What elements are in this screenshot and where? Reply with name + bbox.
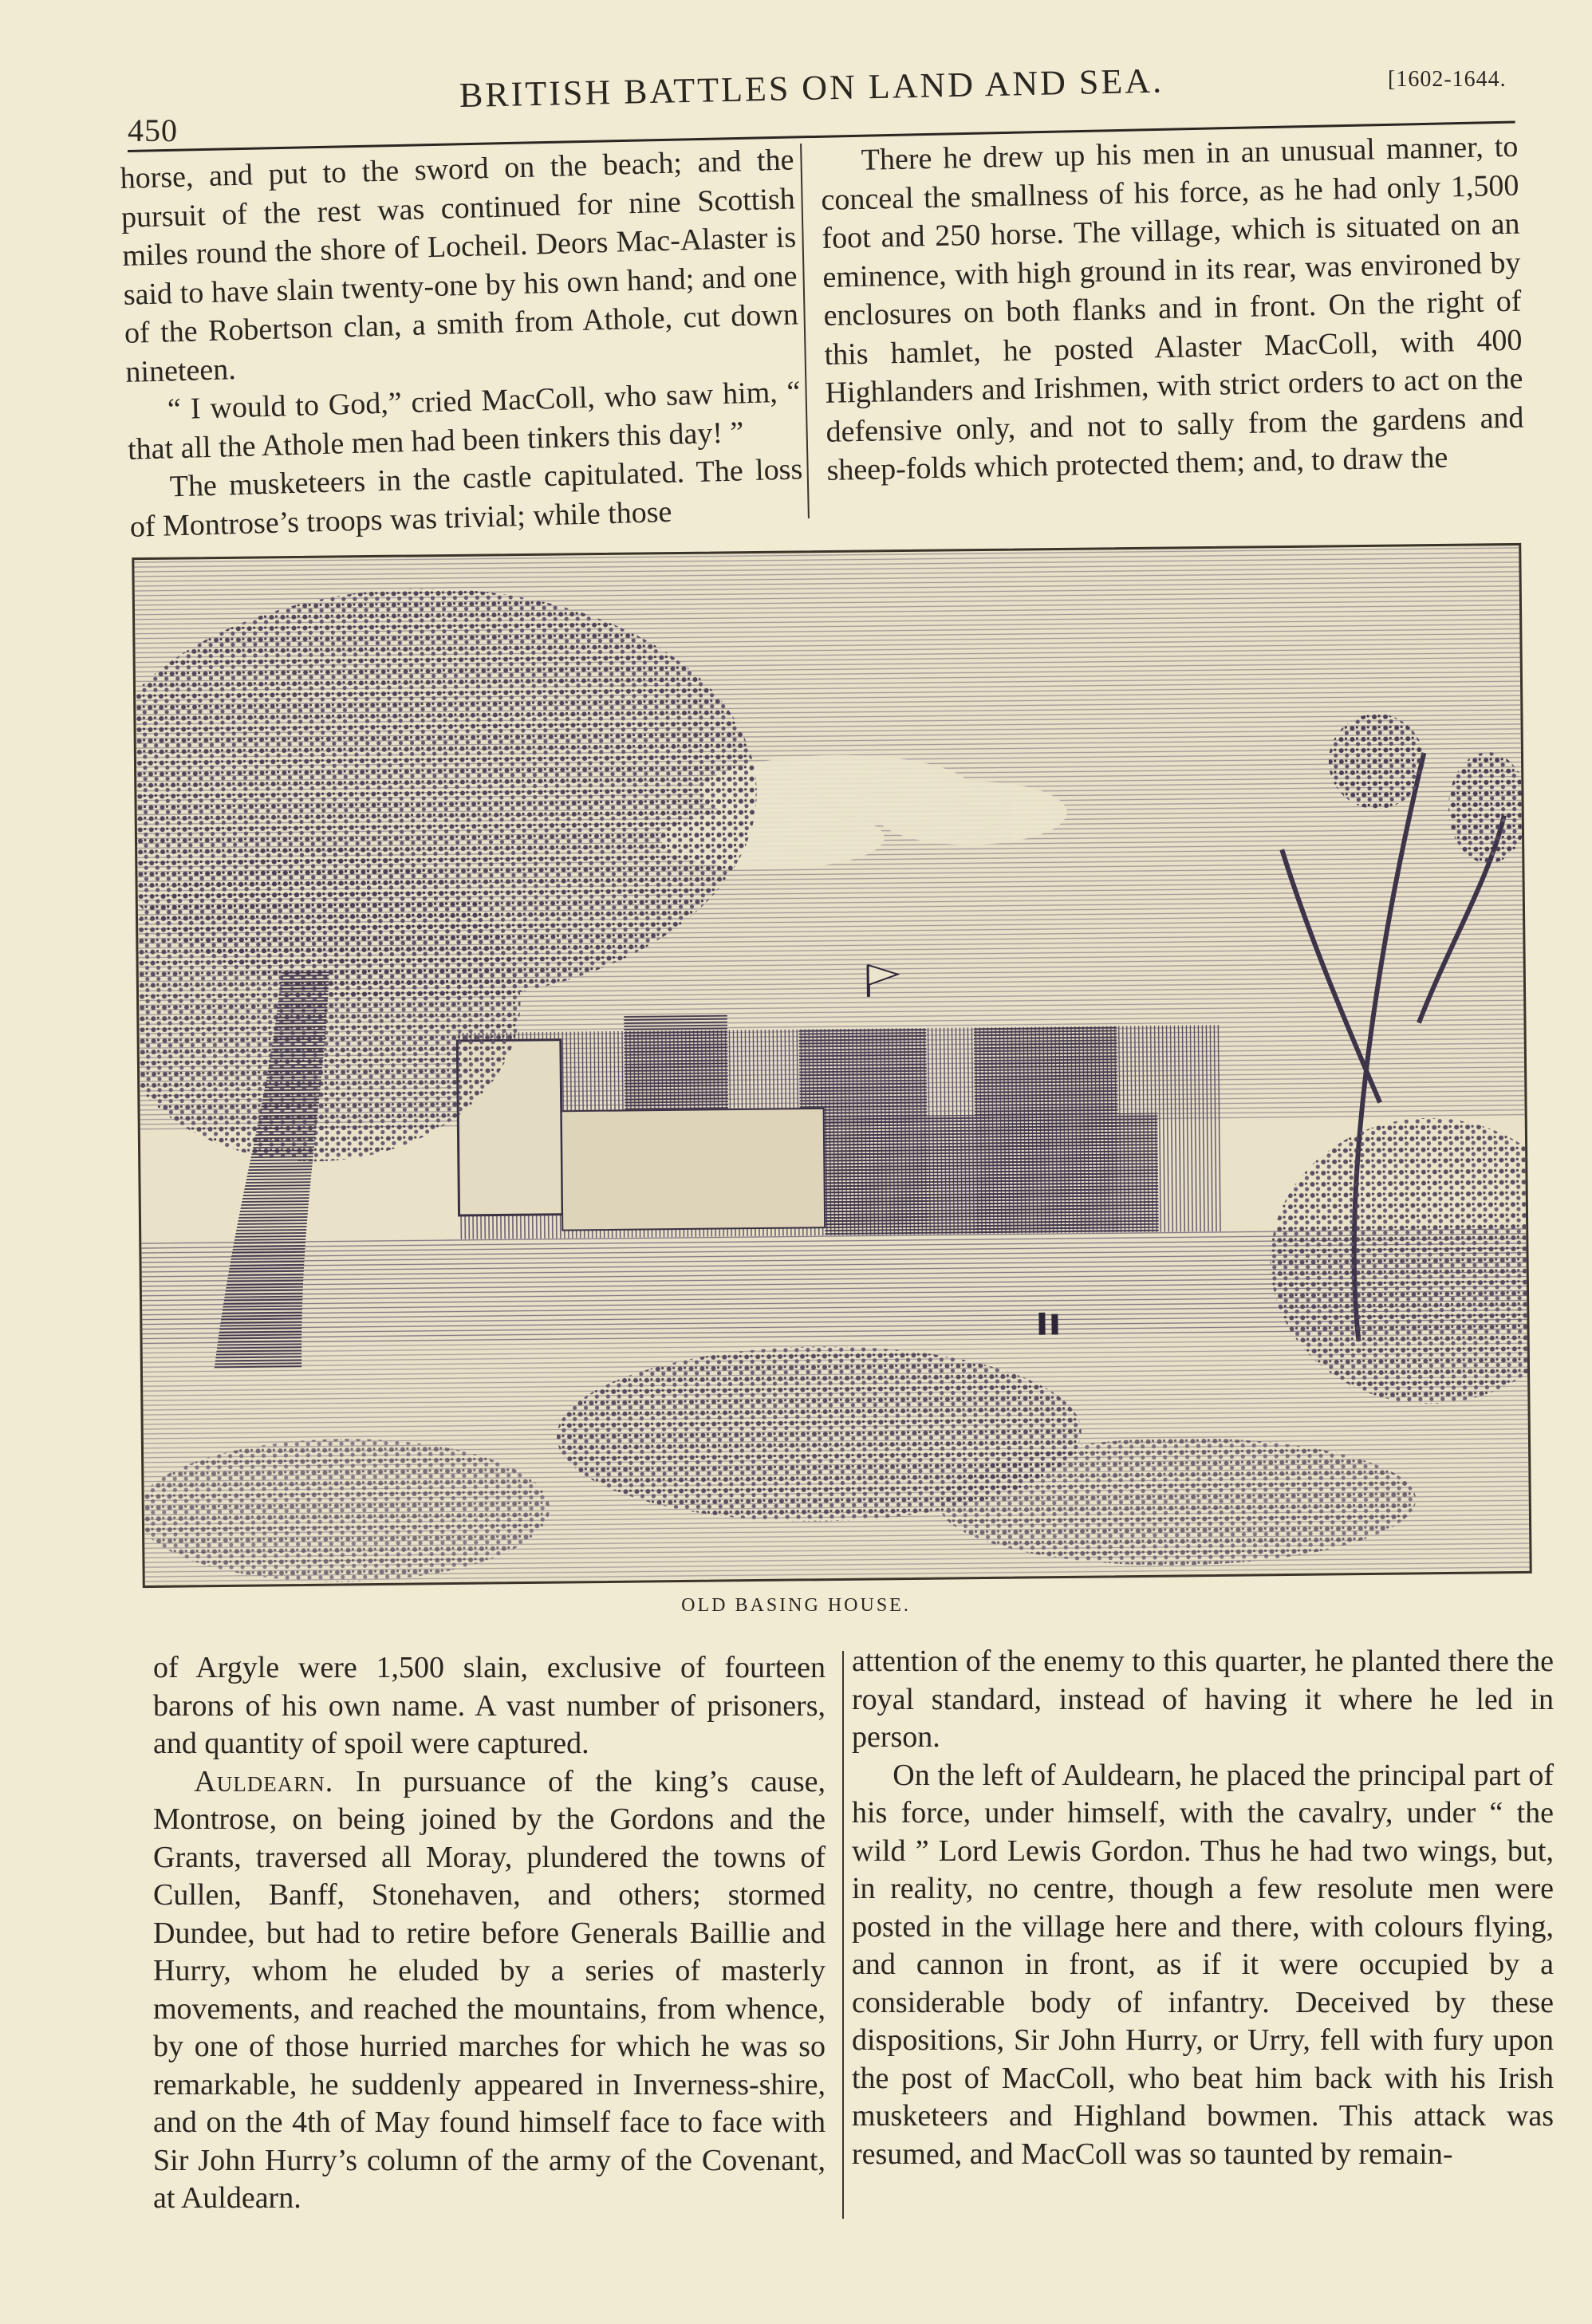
text-column-top-right (820, 128, 1525, 490)
paragraph: horse, and put to the sword on the beach; and the pursuit of the rest was continued for nine Scottish miles round the shore of Locheil. Deors Mac-Alaster is said to have slain twenty-one by his own hand; and one of the Robertson clan, a smith from Athole, cut down nineteen. (120, 143, 799, 389)
paragraph: There he drew up his men in an unusual manner, to conceal the smallness of his force, as he had only 1,500 foot and 250 horse. The village, which is situated on an eminence, with high ground in its rear, was environed by enclosures on both flanks and in front. On the right of this hamlet, he posted Alaster MacColl, with 400 Highlanders and Irishmen, with strict orders to act on the defensive only, and not to sally from the gardens and sheep-folds which protected them; and, to draw the (821, 129, 1524, 487)
paragraph: The musketeers in the castle capitulated. The loss of Montrose’s troops was trivial; while those (129, 452, 803, 544)
paragraph: On the left of Auldearn, he placed the principal part of his force, under himself, with the cavalry, under “ the wild ” Lord Lewis Gordon. Thus he had two wings, but, in reality, no centre, though a few resolute men were posted in the village here and there, with colours flying, and cannon in front, as if it were occupied by a considerable body of infantry. Deceived by these dispositions, Sir John Hurry, or Urry, fell with fury upon the post of MacColl, who beat him back with his Irish musketeers and Highland bowmen. This attack was resumed, and MacColl was so taunted by remain- (852, 1758, 1554, 2171)
paragraph: attention of the enemy to this quarter, he planted there the royal standard, instead of having it where he led in person. (852, 1645, 1554, 1754)
column-divider (842, 1651, 844, 2219)
running-title: BRITISH BATTLES ON LAND AND SEA. (459, 61, 1164, 115)
paragraph (153, 1763, 826, 2218)
engraving-illustration (132, 543, 1531, 1588)
text-column-top-left (120, 140, 804, 546)
paragraph-body: In pursuance of the king’s cause, Montrose, on being joined by the Gordons and the Grants, traversed all Moray, plundered the towns of Cullen, Banff, Stonehaven, and others; stormed Dundee, but had to retire before Generals Baillie and Hurry, whom he eluded by a series of masterly movements, and reached the mountains, from whence, by one of those hurried marches for which he was so remarkable, he suddenly appeared in Inverness-shire, and on the 4th of May found himself face to face with Sir John Hurry’s column of the army of the Covenant, at Auldearn. (153, 1764, 826, 2215)
page-number: 450 (128, 112, 178, 148)
section-heading: Auldearn. (194, 1764, 334, 1798)
text-column-bottom-left (153, 1649, 826, 2218)
paragraph: of Argyle were 1,500 slain, exclusive of fourteen barons of his own name. A vast number of prisoners, and quantity of spoil were captured. (153, 1651, 826, 1760)
illustration-caption: OLD BASING HOUSE. (681, 1595, 911, 1616)
text-column-bottom-right (852, 1643, 1554, 2173)
date-range: [1602-1644. (1388, 67, 1507, 92)
engraving-drawing (134, 546, 1529, 1585)
paragraph: “ I would to God,” cried MacColl, who saw him, “ that all the Athole men had been tinkers this day! ” (127, 375, 802, 467)
